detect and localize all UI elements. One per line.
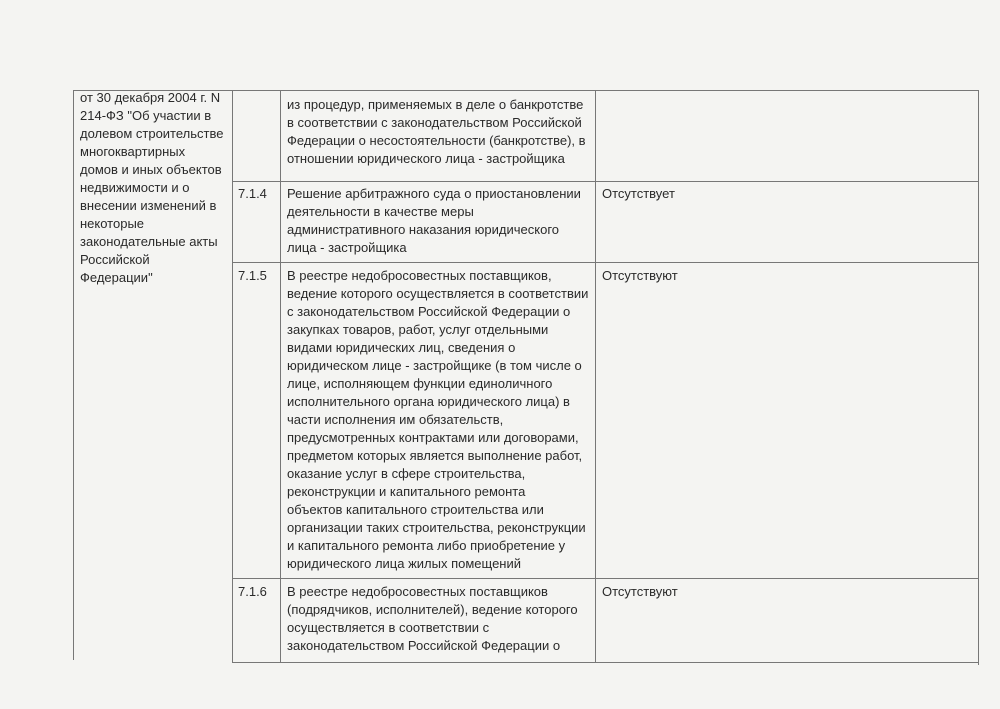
- description-line: реконструкции и капитального ремонта: [287, 484, 526, 499]
- description-line: объектов капитального строительства или: [287, 502, 544, 517]
- description-line: видами юридических лиц, сведения о: [287, 340, 516, 355]
- description-line: В реестре недобросовестных поставщиков,: [287, 268, 552, 283]
- table-border-left: [73, 90, 74, 660]
- row-description: [287, 96, 586, 168]
- description-line: предметом которых является выполнение работ,: [287, 448, 583, 463]
- description-line: из процедур, применяемых в деле о банкротстве: [287, 97, 584, 112]
- description-line: Решение арбитражного суда о приостановлении: [287, 186, 581, 201]
- law-text-line: от 30 декабря 2004 г. N: [80, 90, 221, 105]
- law-text-line: домов и иных объектов: [80, 162, 222, 177]
- row-value: Отсутствует: [602, 186, 675, 201]
- description-line: закупках товаров, работ, услуг отдельными: [287, 322, 549, 337]
- row-description: [287, 583, 578, 655]
- description-line: осуществляется в соответствии с: [287, 620, 490, 635]
- law-text-line: многоквартирных: [80, 144, 186, 159]
- law-text-line: Российской: [80, 252, 150, 267]
- description-line: лице, исполняющем функции единоличного: [287, 376, 553, 391]
- row-value: Отсутствуют: [602, 584, 678, 599]
- description-line: части исполнения им обязательств,: [287, 412, 504, 427]
- description-line: в соответствии с законодательством Российской: [287, 115, 582, 130]
- law-text-line: долевом строительстве: [80, 126, 224, 141]
- column-divider: [595, 90, 596, 662]
- description-line: оказание услуг в сфере строительства,: [287, 466, 526, 481]
- law-text-line: внесении изменений в: [80, 198, 217, 213]
- description-line: исполнительного органа юридического лица) в: [287, 394, 570, 409]
- law-text-line: законодательные акты: [80, 234, 218, 249]
- description-line: отношении юридического лица - застройщика: [287, 151, 565, 166]
- row-description: [287, 267, 588, 573]
- description-line: ведение которого осуществляется в соответствии: [287, 286, 589, 301]
- description-line: предусмотренных контрактами или договорами,: [287, 430, 579, 445]
- description-line: юридическом лице - застройщике (в том числе о: [287, 358, 582, 373]
- law-text-line: 214-ФЗ "Об участии в: [80, 108, 212, 123]
- description-line: организации таких строительства, реконструкции: [287, 520, 586, 535]
- description-line: В реестре недобросовестных поставщиков: [287, 584, 548, 599]
- law-text-line: некоторые: [80, 216, 145, 231]
- description-line: и капитального ремонта либо приобретение у: [287, 538, 566, 553]
- row-divider: [232, 262, 979, 263]
- description-line: юридического лица жилых помещений: [287, 556, 522, 571]
- row-number: 7.1.6: [238, 584, 267, 599]
- row-divider: [232, 578, 979, 579]
- row-number: 7.1.4: [238, 186, 267, 201]
- description-line: с законодательством Российской Федерации о: [287, 304, 571, 319]
- row-divider: [232, 181, 979, 182]
- row-value: Отсутствуют: [602, 268, 678, 283]
- column-divider: [232, 90, 233, 662]
- row-description: [287, 185, 581, 257]
- law-text-line: Федерации": [80, 270, 153, 285]
- row-number: 7.1.5: [238, 268, 267, 283]
- column-divider: [280, 90, 281, 662]
- law-reference-cell: [80, 89, 223, 287]
- table-border-bottom: [232, 662, 979, 663]
- description-line: (подрядчиков, исполнителей), ведение которого: [287, 602, 578, 617]
- description-line: деятельности в качестве меры: [287, 204, 474, 219]
- description-line: законодательством Российской Федерации о: [287, 638, 561, 653]
- law-text-line: недвижимости и о: [80, 180, 190, 195]
- description-line: лица - застройщика: [287, 240, 407, 255]
- description-line: Федерации о несостоятельности (банкротстве), в: [287, 133, 586, 148]
- description-line: административного наказания юридического: [287, 222, 560, 237]
